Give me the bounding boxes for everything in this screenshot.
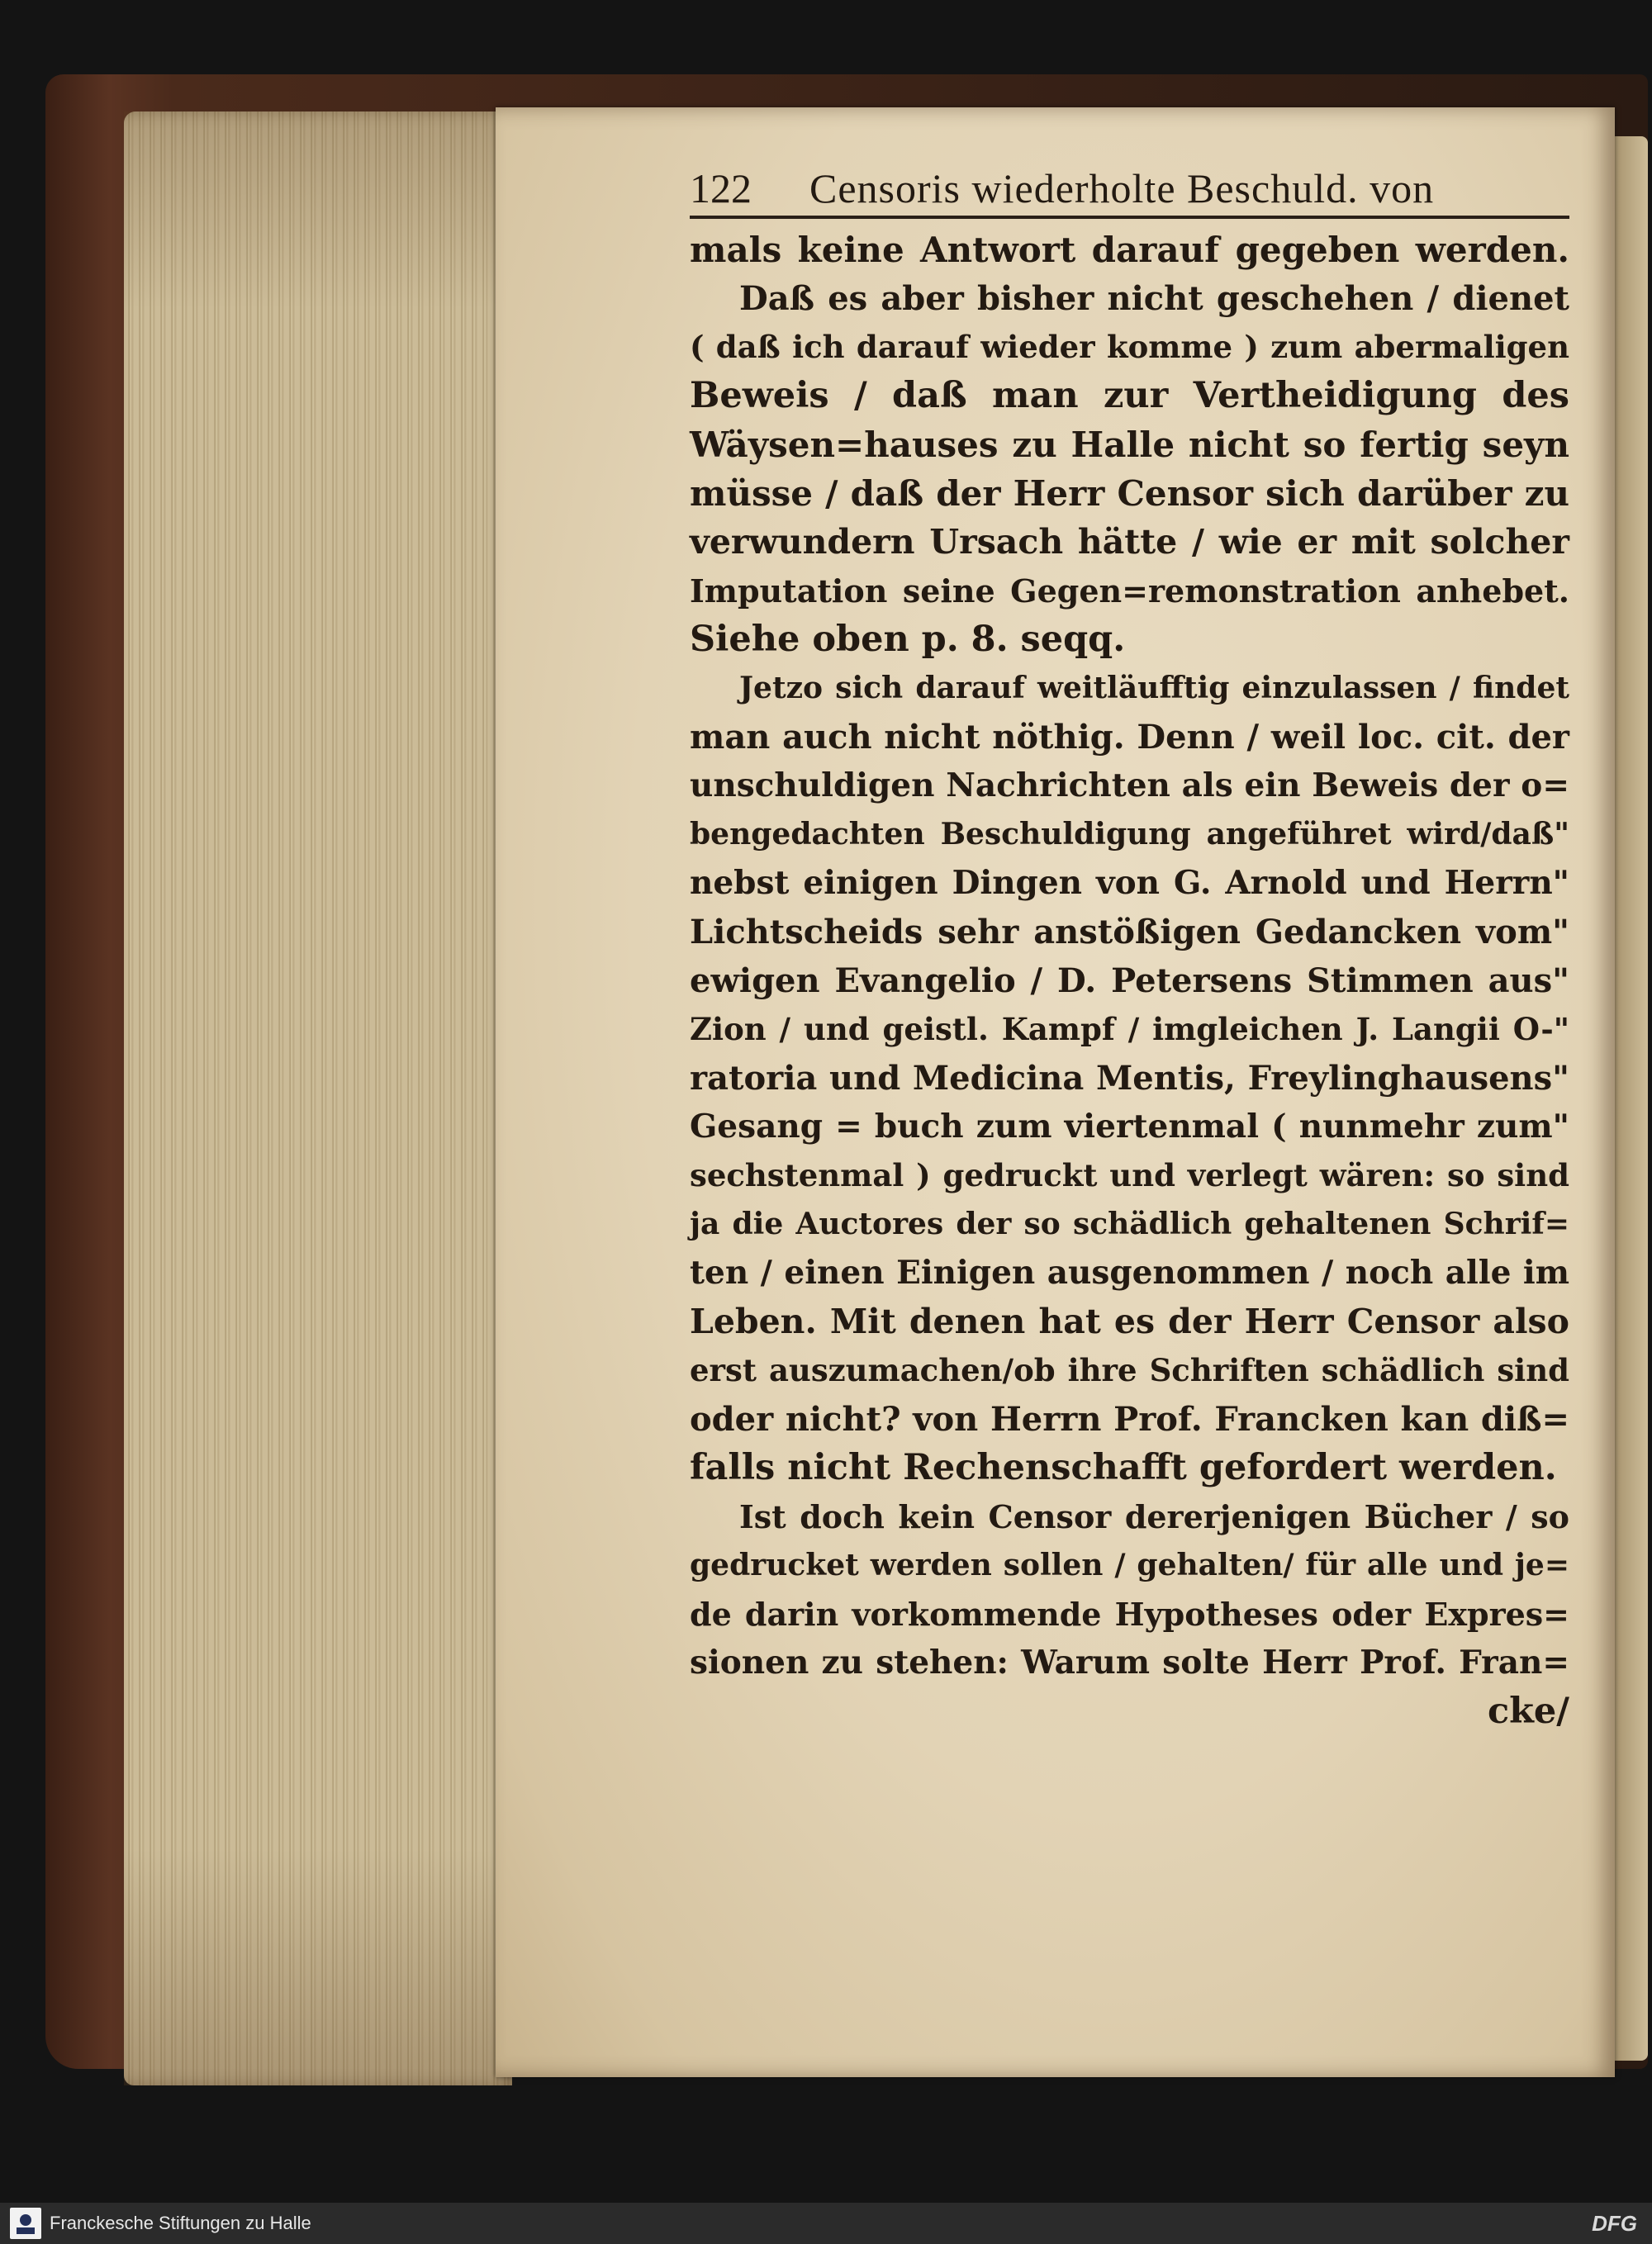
footer-dfg-logo: DFG (1592, 2211, 1637, 2236)
text-line: bengedachten Beschuldigung angeführet wird/daß" (690, 817, 1569, 852)
text-line: ( daß ich darauf wieder komme ) zum abermaligen (690, 329, 1569, 365)
text-line: mals keine Antwort darauf gegeben werden. (690, 230, 1569, 270)
text-line: verwundern Ursach hätte / wie er mit solcher (690, 522, 1569, 562)
text-line: ja die Auctores der so schädlich gehaltenen Schrif= (690, 1207, 1569, 1241)
running-head-title: Censoris wiederholte Beschuld. von (809, 165, 1435, 211)
page-number: 122 (690, 165, 752, 211)
page-text-block (690, 161, 1569, 1736)
text-line: müsse / daß der Herr Censor sich darüber zu (690, 473, 1569, 514)
text-line: erst auszumachen/ob ihre Schriften schädlich sind (690, 1352, 1569, 1388)
text-line: sionen zu stehen: Warum solte Herr Prof. Fran= (690, 1644, 1569, 1682)
text-line: Imputation seine Gegen=remonstration anhebet. (690, 572, 1569, 610)
text-line: oder nicht? von Herrn Prof. Francken kan diß= (690, 1400, 1569, 1439)
text-line: falls nicht Rechenschafft gefordert werden. (690, 1447, 1557, 1488)
institution-logo-icon (10, 2208, 41, 2239)
text-line: Wäysen=hauses zu Halle nicht so fertig seyn (690, 425, 1569, 465)
text-line: gedrucket werden sollen / gehalten/ für alle und je= (690, 1548, 1569, 1582)
text-line: nebst einigen Dingen von G. Arnold und Herrn" (690, 864, 1569, 902)
text-line: ratoria und Medicina Mentis, Freylinghausens" (690, 1059, 1569, 1098)
footer-institution: Franckesche Stiftungen zu Halle (50, 2213, 311, 2233)
text-line: Jetzo sich darauf weitläufftig einzulassen / findet (739, 671, 1569, 705)
text-line: unschuldigen Nachrichten als ein Beweis der o= (690, 766, 1569, 804)
footer-bar (0, 2203, 1652, 2244)
page-edges (124, 111, 512, 2085)
text-line: Siehe oben p. 8. seqq. (690, 619, 1126, 660)
text-line: ten / einen Einigen ausgenommen / noch alle im (690, 1254, 1569, 1292)
text-line: sechstenmal ) gedruckt und verlegt wären: so sind (690, 1157, 1569, 1193)
text-line: Zion / und geistl. Kampf / imgleichen J. Langii O-" (690, 1011, 1569, 1047)
text-line: Ist doch kein Censor dererjenigen Bücher / so (739, 1498, 1569, 1535)
text-line: de darin vorkommende Hypotheses oder Expres= (690, 1596, 1569, 1633)
text-line: ewigen Evangelio / D. Petersens Stimmen aus" (690, 961, 1569, 1000)
running-head (690, 161, 1569, 219)
text-line: Gesang = buch zum viertenmal ( nunmehr zum" (690, 1108, 1569, 1146)
text-line: Daß es aber bisher nicht geschehen / dienet (739, 279, 1569, 318)
text-line: Lichtscheids sehr anstößigen Gedancken vom" (690, 913, 1569, 951)
text-line: man auch nicht nöthig. Denn / weil loc. cit. der (690, 718, 1569, 757)
next-page-edge (1615, 136, 1648, 2061)
text-line: Leben. Mit denen hat es der Herr Censor also (690, 1302, 1569, 1341)
text-line: Beweis / daß man zur Vertheidigung des (690, 375, 1569, 416)
catchword: cke/ (1487, 1691, 1569, 1732)
